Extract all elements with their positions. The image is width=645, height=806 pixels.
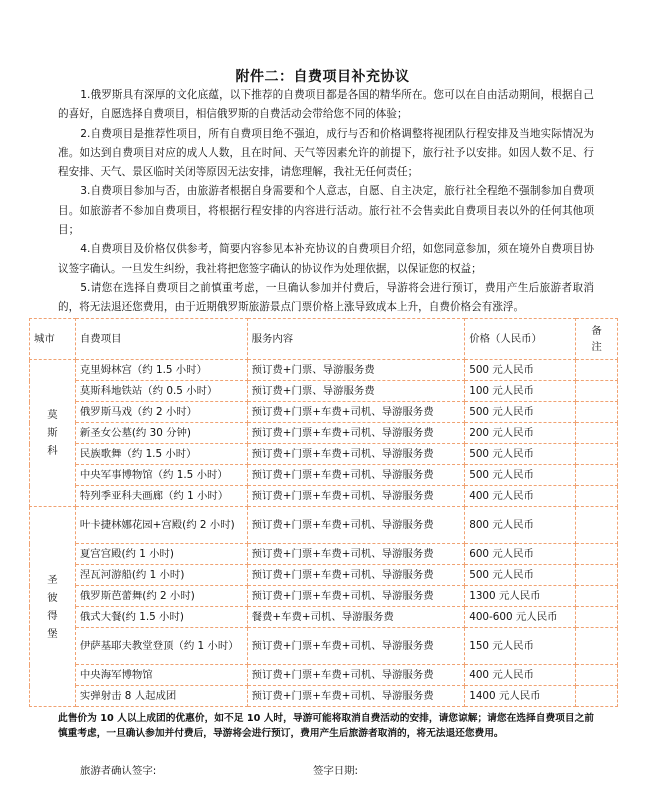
price-cell: 150 元人民币 (465, 628, 576, 665)
price-cell: 500 元人民币 (465, 465, 576, 486)
service-cell: 预订费+门票、导游服务费 (247, 381, 465, 402)
note-cell (576, 444, 618, 465)
table-header-row (30, 319, 618, 360)
service-cell: 预订费+门票+车费+司机、导游服务费 (247, 665, 465, 686)
agreement-paragraphs (58, 86, 594, 318)
service-cell: 预订费+门票+车费+司机、导游服务费 (247, 507, 465, 544)
price-cell: 500 元人民币 (465, 402, 576, 423)
item-cell: 伊萨基耶夫教堂登顶（约 1 小时） (75, 628, 247, 665)
note-cell (576, 402, 618, 423)
table-row (30, 486, 618, 507)
header-service: 服务内容 (247, 319, 465, 360)
paragraph-4: 4.自费项目及价格仅供参考，简要内容参见本补充协议的自费项目介绍，如您同意参加，须在境外自费项目协议签字确认。一旦发生纠纷，我社将把您签字确认的协议作为处理依据，以保证您的权益； (58, 243, 594, 275)
table-row (30, 402, 618, 423)
service-cell: 预订费+门票+车费+司机、导游服务费 (247, 423, 465, 444)
header-item: 自费项目 (75, 319, 247, 360)
item-cell: 克里姆林宫（约 1.5 小时） (75, 360, 247, 381)
tourist-signature-label: 旅游者确认签字: (80, 765, 157, 777)
item-cell: 夏宫宫殿(约 1 小时) (75, 544, 247, 565)
item-cell: 涅瓦河游船(约 1 小时) (75, 565, 247, 586)
item-cell: 特列季亚科夫画廊（约 1 小时） (75, 486, 247, 507)
table-row (30, 507, 618, 544)
service-cell: 预订费+门票+车费+司机、导游服务费 (247, 486, 465, 507)
item-cell: 俄罗斯芭蕾舞(约 2 小时) (75, 586, 247, 607)
table-row (30, 544, 618, 565)
table-row (30, 686, 618, 707)
note-cell (576, 607, 618, 628)
note-cell (576, 628, 618, 665)
table-row (30, 628, 618, 665)
service-cell: 餐费+车费+司机、导游服务费 (247, 607, 465, 628)
table-row (30, 586, 618, 607)
service-cell: 预订费+门票+车费+司机、导游服务费 (247, 402, 465, 423)
table-row (30, 607, 618, 628)
price-cell: 100 元人民币 (465, 381, 576, 402)
city-cell-moscow: 莫斯科 (30, 360, 76, 507)
signature-date-label: 签字日期: (313, 765, 359, 777)
price-cell: 200 元人民币 (465, 423, 576, 444)
note-cell (576, 544, 618, 565)
note-cell (576, 507, 618, 544)
item-cell: 俄式大餐(约 1.5 小时) (75, 607, 247, 628)
item-cell: 中央军事博物馆（约 1.5 小时） (75, 465, 247, 486)
item-cell: 叶卡捷林娜花园+宫殿(约 2 小时) (75, 507, 247, 544)
note-cell (576, 423, 618, 444)
item-cell: 实弹射击 8 人起成团 (75, 686, 247, 707)
table-row (30, 565, 618, 586)
note-cell (576, 486, 618, 507)
price-cell: 800 元人民币 (465, 507, 576, 544)
service-cell: 预订费+门票+车费+司机、导游服务费 (247, 686, 465, 707)
price-notice: 此售价为 10 人以上成团的优惠价，如不足 10 人时，导游可能将取消自费活动的安排，请您谅解；请您在选择自费项目之前慎重考虑，一旦确认参加并付费后，导游将会进行预订，费用产生后旅游者取消的，将无法退还您费用。 (58, 713, 594, 739)
note-cell (576, 665, 618, 686)
service-cell: 预订费+门票+车费+司机、导游服务费 (247, 586, 465, 607)
service-cell: 预订费+门票+车费+司机、导游服务费 (247, 444, 465, 465)
price-cell: 600 元人民币 (465, 544, 576, 565)
item-cell: 新圣女公墓(约 30 分钟) (75, 423, 247, 444)
header-note: 备注 (576, 319, 618, 360)
paragraph-3: 3.自费项目参加与否，由旅游者根据自身需要和个人意志，自愿、自主决定，旅行社全程绝不强制参加自费项目。如旅游者不参加自费项目，将根据行程安排的内容进行活动。旅行社不会售卖此自费项目表以外的任何其他项目； (58, 185, 594, 237)
paragraph-5: 5.请您在选择自费项目之前慎重考虑，一旦确认参加并付费后，导游将会进行预订，费用产生后旅游者取消的，将无法退还您费用，由于近期俄罗斯旅游景点门票价格上涨导致成本上升，自费价格会有涨浮。 (58, 281, 594, 314)
item-cell: 俄罗斯马戏（约 2 小时） (75, 402, 247, 423)
service-cell: 预订费+门票+车费+司机、导游服务费 (247, 465, 465, 486)
header-city: 城市 (30, 319, 76, 360)
note-cell (576, 360, 618, 381)
price-cell: 500 元人民币 (465, 444, 576, 465)
header-price: 价格（人民币） (465, 319, 576, 360)
table-row (30, 381, 618, 402)
note-cell (576, 465, 618, 486)
price-cell: 400 元人民币 (465, 486, 576, 507)
price-cell: 1400 元人民币 (465, 686, 576, 707)
service-cell: 预订费+门票+车费+司机、导游服务费 (247, 565, 465, 586)
table-row (30, 360, 618, 381)
paragraph-1: 1.俄罗斯具有深厚的文化底蕴，以下推荐的自费项目都是各国的精华所在。您可以在自由活动期间，根据自己的喜好，自愿选择自费项目，相信俄罗斯的自费活动会带给您不同的体验； (58, 89, 594, 121)
item-cell: 民族歌舞（约 1.5 小时） (75, 444, 247, 465)
service-cell: 预订费+门票+车费+司机、导游服务费 (247, 544, 465, 565)
paragraph-2: 2.自费项目是推荐性项目，所有自费项目绝不强迫，成行与否和价格调整将视团队行程安排及当地实际情况为准。如达到自费项目对应的成人人数，且在时间、天气等因素允许的前提下，旅行社予以安排。如因人数不足、行程安排、天气、景区临时关闭等原因无法安排，请您理解，我社无任何责任； (58, 127, 594, 179)
note-cell (576, 586, 618, 607)
price-cell: 500 元人民币 (465, 360, 576, 381)
note-cell (576, 686, 618, 707)
item-cell: 中央海军博物馆 (75, 665, 247, 686)
price-cell: 400-600 元人民币 (465, 607, 576, 628)
table-row (30, 465, 618, 486)
optional-items-table (29, 318, 618, 707)
price-cell: 500 元人民币 (465, 565, 576, 586)
price-cell: 1300 元人民币 (465, 586, 576, 607)
service-cell: 预订费+门票、导游服务费 (247, 360, 465, 381)
note-cell (576, 565, 618, 586)
document-title: 附件二：自费项目补充协议 (235, 69, 410, 85)
table-row (30, 665, 618, 686)
item-cell: 莫斯科地铁站（约 0.5 小时） (75, 381, 247, 402)
table-row (30, 444, 618, 465)
table-row (30, 423, 618, 444)
price-cell: 400 元人民币 (465, 665, 576, 686)
table-body (30, 360, 618, 707)
city-cell-saint-petersburg: 圣彼得堡 (30, 507, 76, 707)
note-cell (576, 381, 618, 402)
service-cell: 预订费+门票+车费+司机、导游服务费 (247, 628, 465, 665)
